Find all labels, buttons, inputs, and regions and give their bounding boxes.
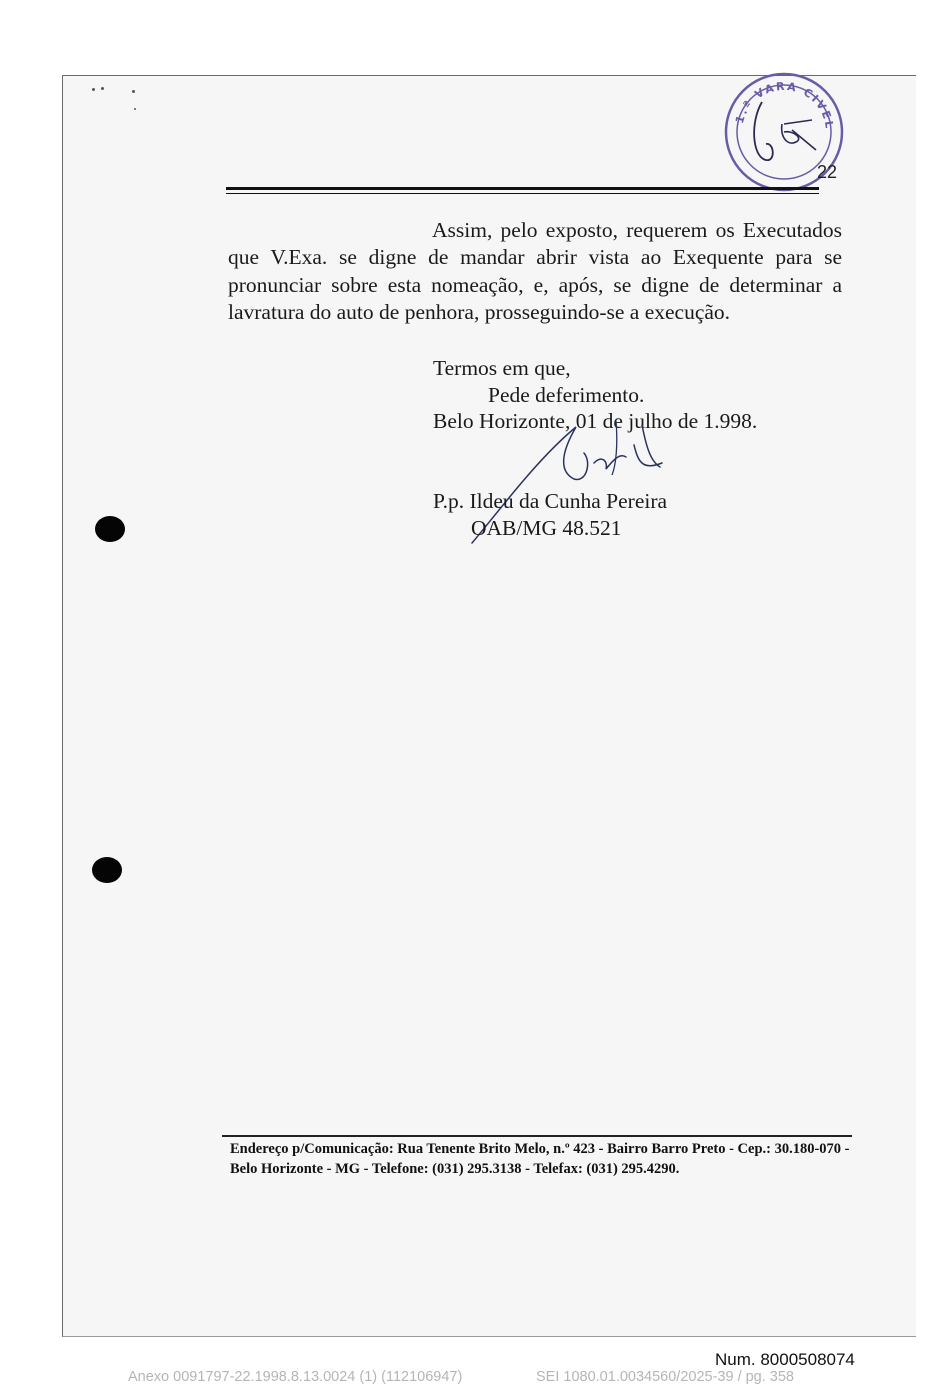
scan-speck: [132, 90, 135, 93]
punch-hole-bottom: [92, 857, 122, 883]
header-rule-thin: [226, 193, 819, 194]
sei-page-label: SEI 1080.01.0034560/2025-39 / pg. 358: [536, 1369, 794, 1385]
document-number: Num. 8000508074: [715, 1350, 855, 1369]
annex-label: Anexo 0091797-22.1998.8.13.0024 (1) (112106947): [128, 1369, 463, 1385]
header-rule-thick: [226, 187, 819, 190]
place-date: Belo Horizonte, 01 de julho de 1.998.: [433, 409, 758, 433]
punch-hole-top: [95, 516, 125, 542]
closing-line1: Termos em que,: [433, 356, 571, 380]
scan-speck: [134, 108, 136, 110]
signatory-name: P.p. Ildeu da Cunha Pereira: [433, 489, 668, 513]
oab-number: OAB/MG 48.521: [471, 516, 622, 540]
closing-line2: Pede deferimento.: [488, 383, 645, 407]
page-number: 22: [817, 162, 838, 182]
scan-speck: [101, 87, 104, 90]
footer-address: Endereço p/Comunicação: Rua Tenente Brito Melo, n.º 423 - Bairro Barro Preto - Cep.: 30.180-070 - Belo Horizonte - MG - Telefone: (031) 295.3138 - Telefax: (031) 295.4290.: [230, 1141, 850, 1177]
body-paragraph: Assim, pelo exposto, requerem os Executados que V.Exa. se digne de mandar abrir vista ao Exequente para se pronunciar sobre esta nomeação, e, após, se digne de determinar a lavratura do auto de penhora, prosseguindo-se a execução.: [228, 218, 842, 324]
svg-text:1.ª VARA CIVEL: 1.ª VARA CIVEL: [732, 79, 837, 131]
scan-speck: [92, 88, 95, 91]
footer-rule: [222, 1135, 852, 1137]
